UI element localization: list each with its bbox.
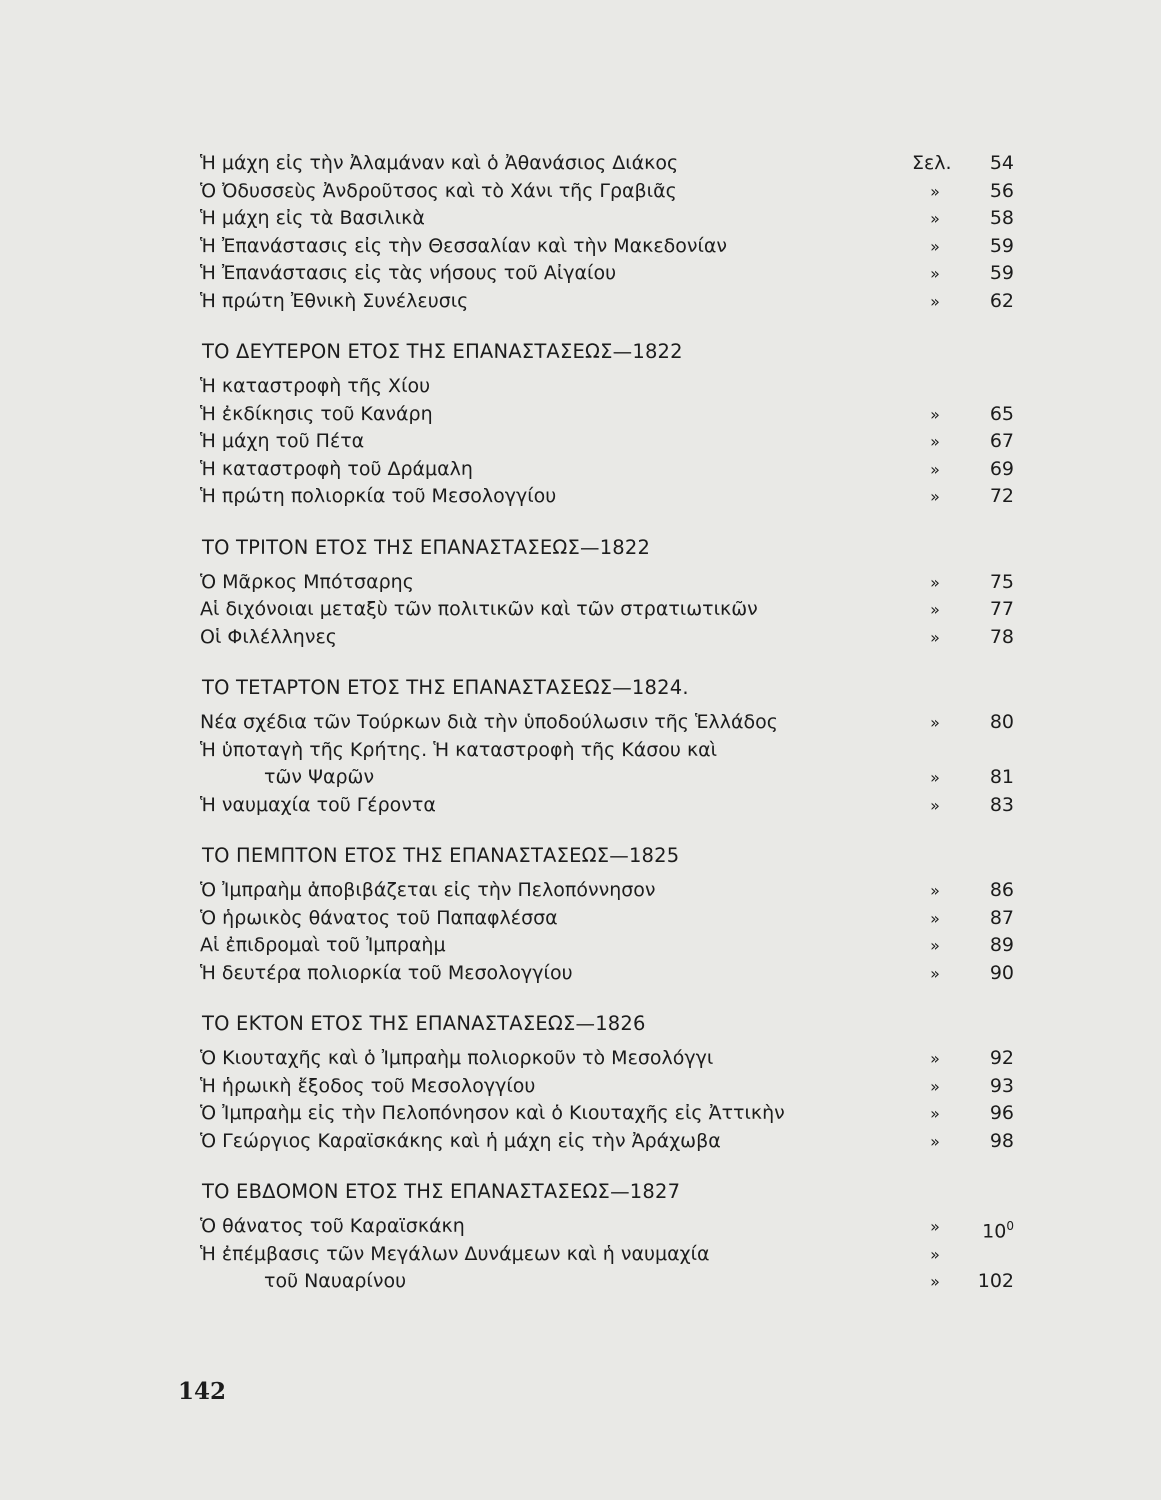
page-label: Σελ.	[912, 152, 952, 174]
entry-title: Ἡ ναυμαχία τοῦ Γέροντα	[200, 793, 436, 816]
toc-entry	[200, 178, 1030, 206]
ditto-mark: »	[930, 404, 940, 424]
section-heading: ΤΟ ΠΕΜΠΤΟΝ ΕΤΟΣ ΤΗΣ ΕΠΑΝΑΣΤΑΣΕΩΣ—1825	[202, 844, 680, 867]
entry-page-value: 98	[989, 1129, 1014, 1152]
ditto-mark: »	[930, 572, 940, 592]
entry-page-superscript: 0	[1006, 1219, 1014, 1233]
entry-page-value: 69	[989, 457, 1014, 480]
toc-entry	[200, 905, 1030, 933]
entry-page-number	[990, 1045, 1014, 1073]
ditto-mark: »	[930, 181, 940, 201]
ditto-mark: »	[930, 768, 940, 787]
toc-entry	[200, 233, 1030, 261]
entry-title: τοῦ Ναυαρίνου	[264, 1270, 407, 1292]
entry-page-number	[990, 288, 1014, 316]
toc-entry	[200, 1241, 1030, 1269]
entry-title: Ὁ Κιουταχῆς καὶ ὁ Ἰμπραὴμ πολιορκοῦν τὸ Μεσολόγγι	[200, 1047, 714, 1069]
toc-entry	[200, 624, 1030, 652]
toc-entry	[200, 260, 1030, 288]
entry-page-value: 77	[989, 598, 1014, 620]
entry-title: Αἱ διχόνοιαι μεταξὺ τῶν πολιτικῶν καὶ τῶν στρατιωτικῶν	[200, 598, 758, 620]
entry-title: Ἡ πρώτη Ἐθνικὴ Συνέλευσις	[200, 289, 469, 312]
entry-page-number	[990, 960, 1014, 988]
entry-title: Ὁ Ἰμπραὴμ ἀποβιβάζεται εἰς τὴν Πελοπόννησον	[200, 879, 656, 901]
toc-entry	[200, 1045, 1030, 1073]
ditto-mark: »	[930, 209, 940, 228]
ditto-mark: »	[930, 627, 940, 647]
ditto-mark: »	[930, 1217, 940, 1236]
ditto-mark: »	[930, 487, 940, 506]
entry-page-value: 65	[989, 402, 1014, 425]
entry-title: Ἡ ἐκδίκησις τοῦ Κανάρη	[200, 402, 433, 425]
entry-title: Ἡ ὑποταγὴ τῆς Κρήτης. Ἡ καταστροφὴ τῆς Κάσου καὶ	[200, 738, 718, 761]
entry-title: Ὁ θάνατος τοῦ Καραϊσκάκη	[200, 1215, 465, 1237]
toc-entry	[200, 401, 1030, 429]
entry-title: τῶν Ψαρῶν	[264, 766, 375, 788]
entry-page-value: 78	[989, 625, 1014, 648]
toc-entry	[200, 709, 1030, 737]
toc-entry	[200, 792, 1030, 820]
entry-title: Ἡ ἐπέμβασις τῶν Μεγάλων Δυνάμεων καὶ ἡ ναυμαχία	[200, 1242, 710, 1265]
entry-page-value: 56	[989, 179, 1014, 202]
toc-entry	[200, 764, 1030, 792]
entry-title: Ἡ ἡρωικὴ ἔξοδος τοῦ Μεσολογγίου	[200, 1074, 536, 1097]
entry-page-number	[990, 877, 1014, 905]
entry-title: Ἡ καταστροφὴ τοῦ Δράμαλη	[200, 457, 473, 480]
entry-page-number	[990, 1073, 1014, 1101]
ditto-mark: »	[930, 291, 940, 311]
entry-page-number	[990, 428, 1014, 456]
entry-page-value: 87	[989, 906, 1014, 929]
toc-entry	[200, 456, 1030, 484]
section-heading: ΤΟ ΤΡΙΤΟΝ ΕΤΟΣ ΤΗΣ ΕΠΑΝΑΣΤΑΣΕΩΣ—1822	[202, 535, 651, 559]
toc-entry	[200, 1268, 1030, 1296]
entry-page-number	[978, 1268, 1014, 1296]
entry-title: Ἡ δευτέρα πολιορκία τοῦ Μεσολογγίου	[200, 961, 573, 984]
entry-page-number	[990, 205, 1014, 233]
entry-page-value: 93	[989, 1074, 1014, 1097]
toc-entry	[200, 596, 1030, 624]
ditto-mark: »	[930, 1131, 940, 1151]
toc-entry	[200, 150, 1030, 178]
entry-page-number	[990, 456, 1014, 484]
entry-page-value: 75	[989, 570, 1014, 593]
entry-page-value: 81	[989, 766, 1014, 788]
entry-title: Ὁ Ἰμπραὴμ εἰς τὴν Πελοπόνησον καὶ ὁ Κιουταχῆς εἰς Ἀττικὴν	[200, 1102, 785, 1124]
entry-title: Ἡ μάχη εἰς τὰ Βασιλικὰ	[200, 207, 425, 229]
toc-entry	[200, 1100, 1030, 1128]
entry-page-number	[990, 905, 1014, 933]
entry-title: Ὁ ἡρωικὸς θάνατος τοῦ Παπαφλέσσα	[200, 906, 558, 929]
section-heading: ΤΟ ΤΕΤΑΡΤΟΝ ΕΤΟΣ ΤΗΣ ΕΠΑΝΑΣΤΑΣΕΩΣ—1824.	[202, 676, 689, 699]
entry-page-number	[990, 233, 1014, 261]
ditto-mark: »	[930, 1104, 940, 1123]
entry-title: Ἡ Ἐπανάστασις εἰς τὴν Θεσσαλίαν καὶ τὴν Μακεδονίαν	[200, 234, 728, 257]
toc-entry	[200, 1128, 1030, 1156]
entry-title: Ὁ Μᾶρκος Μπότσαρης	[200, 570, 414, 593]
entry-page-value: 59	[989, 234, 1014, 257]
toc-entry	[200, 1073, 1030, 1101]
ditto-mark: »	[930, 908, 940, 928]
toc-entry	[200, 737, 1030, 765]
entry-page-number	[990, 932, 1014, 960]
entry-page-number	[990, 792, 1014, 820]
entry-page-number	[990, 260, 1014, 288]
entry-page-value: 90	[989, 961, 1014, 984]
toc-entry	[200, 1213, 1030, 1241]
entry-page-value: 96	[989, 1102, 1014, 1124]
entry-title: Ἡ μάχη εἰς τὴν Ἀλαμάναν καὶ ὁ Ἀθανάσιος Διάκος	[200, 152, 679, 174]
entry-page-number	[990, 569, 1014, 597]
entry-page-value: 10	[982, 1220, 1007, 1243]
entry-page-value: 83	[989, 793, 1014, 816]
entry-page-value: 59	[989, 262, 1014, 284]
entry-page-value: 80	[989, 711, 1014, 733]
entry-page-value: 86	[989, 879, 1014, 901]
entry-page-number	[990, 483, 1014, 511]
ditto-mark: »	[930, 795, 940, 815]
table-of-contents	[200, 150, 1030, 1296]
entry-title: Οἱ Φιλέλληνες	[200, 625, 337, 648]
entry-page-value: 67	[989, 430, 1014, 452]
entry-page-number	[990, 709, 1014, 737]
toc-entry	[200, 428, 1030, 456]
ditto-mark: »	[930, 236, 940, 256]
toc-entry	[200, 288, 1030, 316]
ditto-mark: »	[930, 1244, 940, 1264]
entry-page-number	[990, 178, 1014, 206]
entry-title: Νέα σχέδια τῶν Τούρκων διὰ τὴν ὑποδούλωσιν τῆς Ἑλλάδος	[200, 711, 778, 733]
toc-entry	[200, 205, 1030, 233]
ditto-mark: »	[930, 1076, 940, 1096]
entry-page-value: 54	[989, 152, 1014, 174]
ditto-mark: »	[930, 1049, 940, 1068]
page-number: 142	[178, 1378, 227, 1405]
entry-page-number	[990, 764, 1014, 792]
entry-page-value: 62	[989, 289, 1014, 312]
ditto-mark: »	[930, 1272, 940, 1291]
entry-page-value: 92	[989, 1047, 1014, 1069]
ditto-mark: »	[930, 713, 940, 732]
entry-title: Αἱ ἐπιδρομαὶ τοῦ Ἰμπραὴμ	[200, 934, 446, 956]
entry-page-number	[990, 150, 1014, 178]
ditto-mark: »	[930, 963, 940, 983]
ditto-mark: »	[930, 459, 940, 479]
entry-page-value: 102	[977, 1270, 1014, 1292]
entry-title: Ἡ μάχη τοῦ Πέτα	[200, 430, 365, 452]
entry-page-value: 89	[989, 934, 1014, 956]
toc-entry	[200, 483, 1030, 511]
toc-entry	[200, 569, 1030, 597]
section-heading: ΤΟ ΕΒΔΟΜΟΝ ΕΤΟΣ ΤΗΣ ΕΠΑΝΑΣΤΑΣΕΩΣ—1827	[202, 1180, 681, 1203]
ditto-mark: »	[930, 432, 940, 451]
entry-title: Ὁ Γεώργιος Καραϊσκάκης καὶ ἡ μάχη εἰς τὴν Ἀράχωβα	[200, 1129, 721, 1152]
entry-title: Ἡ Ἐπανάστασις εἰς τὰς νήσους τοῦ Αἰγαίου	[200, 262, 617, 284]
ditto-mark: »	[930, 881, 940, 900]
entry-title: Ἡ καταστροφὴ τῆς Χίου	[200, 375, 431, 397]
ditto-mark: »	[930, 600, 940, 619]
section-heading: ΤΟ ΕΚΤΟΝ ΕΤΟΣ ΤΗΣ ΕΠΑΝΑΣΤΑΣΕΩΣ—1826	[202, 1012, 646, 1035]
toc-entry	[200, 932, 1030, 960]
toc-entry	[200, 960, 1030, 988]
ditto-mark: »	[930, 936, 940, 955]
entry-page-number	[990, 401, 1014, 429]
entry-page-number	[990, 624, 1014, 652]
entry-page-number	[990, 596, 1014, 624]
toc-entry	[200, 373, 1030, 401]
entry-page-value: 58	[989, 207, 1014, 229]
entry-title: Ὁ Ὀδυσσεὺς Ἀνδροῦτσος καὶ τὸ Χάνι τῆς Γραβιᾶς	[200, 179, 677, 202]
entry-title: Ἡ πρώτη πολιορκία τοῦ Μεσολογγίου	[200, 485, 557, 507]
section-heading: ΤΟ ΔΕΥΤΕΡΟΝ ΕΤΟΣ ΤΗΣ ΕΠΑΝΑΣΤΑΣΕΩΣ—1822	[202, 340, 683, 363]
ditto-mark: »	[930, 264, 940, 283]
entry-page-number	[990, 1128, 1014, 1156]
entry-page-number	[990, 1100, 1014, 1128]
entry-page-value: 72	[989, 485, 1014, 507]
toc-entry	[200, 877, 1030, 905]
